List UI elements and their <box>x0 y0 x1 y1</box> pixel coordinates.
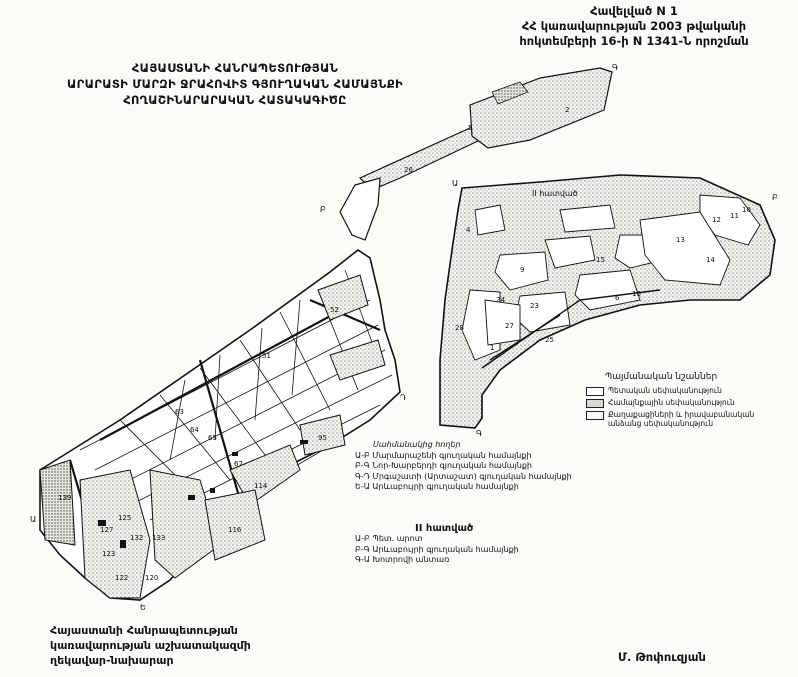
point-ayb: Ա <box>30 515 37 524</box>
parcel-label: 95 <box>318 434 327 442</box>
boundary-title: Սահմանակից հողեր <box>373 440 461 449</box>
section-two-item: Ա-Բ Պետ. արոտ <box>355 534 423 543</box>
parcel-label: 65 <box>208 434 217 442</box>
decree-line-1: ՀՀ կառավարության 2003 թվականի <box>521 19 747 33</box>
neck <box>340 178 380 240</box>
parcel-label: 132 <box>130 534 144 542</box>
parcel-label: 15 <box>596 256 605 264</box>
parcel-label: 12 <box>712 216 721 224</box>
map-title-line-2: ԱՐԱՐԱՏԻ ՄԱՐԶԻ ՋՐԱՀՈՎԻՏ ԳՅՈՒՂԱԿԱՆ ՀԱՄԱՅՆՔԻ <box>67 77 403 91</box>
boundary-description <box>355 440 585 493</box>
parcel-label: 114 <box>254 482 268 490</box>
legend-item-community: Համայնքային սեփականություն <box>586 398 786 410</box>
section-two-item: Գ-Ա Խոտրովի անտառ <box>355 555 450 564</box>
parcel-label: 26 <box>404 166 413 174</box>
parcel-label: 67 <box>234 460 243 468</box>
parcel-label: 28 <box>455 324 464 332</box>
parcel-label: 11 <box>730 212 739 220</box>
point-ben: Բ <box>320 205 326 214</box>
point-gim: Գ <box>612 63 619 72</box>
parcel-label: 4 <box>466 226 471 234</box>
parcel-label: 139 <box>58 494 72 502</box>
decree-line-2: հոկտեմբերի 16-ի N 1341-Ն որոշման <box>519 34 749 48</box>
parcel-label: 10 <box>742 206 751 214</box>
signatory-line-1: Հայաստանի Հանրապետության <box>50 624 238 637</box>
parcel-label: 16 <box>632 290 641 298</box>
boundary-item: Գ-Դ Մրգաշատի (Արտաշատ) գյուղական համայնքի <box>355 471 572 481</box>
signatory-line-2: կառավարության աշխատակազմի <box>50 639 251 652</box>
signature-name: Մ. Թոփուզյան <box>618 650 706 664</box>
parcel-label: 24 <box>496 296 505 304</box>
boundary-item: Ա-Բ Մարմարաշենի գյուղական համայնքի <box>355 450 532 460</box>
boundary-item: Ե-Ա Արևաբույրի գյուղական համայնքի <box>355 482 519 491</box>
point-ech: Ե <box>140 603 146 612</box>
point-da: Դ <box>400 393 407 402</box>
point-ii-gim: Գ <box>476 429 483 438</box>
parcel-label: 1 <box>490 344 495 352</box>
parcel-label: 127 <box>100 526 114 534</box>
legend-title: Պայմանական նշաններ <box>605 372 718 382</box>
legend-item-state: Պետական սեփականություն <box>586 386 786 398</box>
map-title-line-1: ՀԱՅԱՍՏԱՆԻ ՀԱՆՐԱՊԵՏՈՒԹՅԱՆ <box>131 61 339 75</box>
map-title-line-3: ՀՈՂԱՇԻՆԱՐԱՐԱԿԱՆ ՀԱՏԱԿԱԳԻԾԸ <box>123 93 347 107</box>
parcel-label: 13 <box>676 236 685 244</box>
parcel-label: 120 <box>145 574 159 582</box>
point-ii-ben: Բ <box>772 193 778 202</box>
parcel-2-area <box>470 68 612 148</box>
section-two-map-label: II հատված <box>532 189 578 198</box>
parcel-label: 2 <box>565 106 570 114</box>
legend-swatch-icon <box>586 411 604 420</box>
parcel-label: 123 <box>102 550 116 558</box>
parcel-label: 5 <box>468 124 473 132</box>
point-ii-ayb: Ա <box>452 179 459 188</box>
parcel-label: 125 <box>118 514 132 522</box>
legend-item-private: Քաղաքացիների և իրավաբանական անձանց սեփականություն <box>586 410 786 432</box>
section-two-description <box>355 523 585 566</box>
signatory-position <box>50 623 290 668</box>
parcel-label: 63 <box>175 408 184 416</box>
signatory-line-3: ղեկավար-նախարար <box>50 654 174 667</box>
parcel-label: 27 <box>505 322 514 330</box>
section-two-title: II հատված <box>415 523 474 534</box>
parcel-label: 9 <box>520 266 525 274</box>
parcel-label: 122 <box>115 574 129 582</box>
parcel-label: 52 <box>330 306 339 314</box>
parcel-label: 25 <box>545 336 554 344</box>
parcel-label: 23 <box>530 302 539 310</box>
parcel-label: 6 <box>615 294 620 302</box>
boundary-item: Բ-Գ Նոր-Խարբերդի գյուղական համայնքի <box>355 461 532 470</box>
parcel-label: 116 <box>228 526 242 534</box>
legend-swatch-icon <box>586 387 604 396</box>
parcel-label: 133 <box>152 534 166 542</box>
parcel-label: 51 <box>262 352 271 360</box>
legend-swatch-icon <box>586 399 604 408</box>
annex-number: Հավելված N 1 <box>590 4 678 18</box>
section-two-item: Բ-Գ Արևաբույրի գյուղական համայնքի <box>355 544 519 554</box>
parcel-label: 14 <box>706 256 715 264</box>
legend <box>586 386 786 432</box>
parcel-label: 64 <box>190 426 199 434</box>
